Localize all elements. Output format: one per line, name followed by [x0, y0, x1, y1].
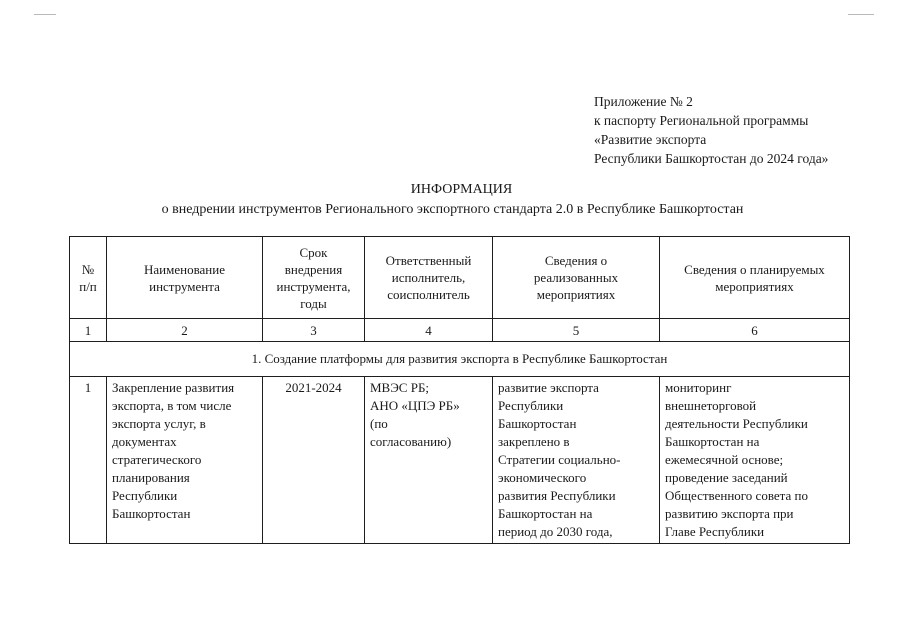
- scan-mark-left: [34, 14, 56, 15]
- cell-line: проведение заседаний: [665, 470, 788, 485]
- cell-line: развитию экспорта при: [665, 506, 794, 521]
- header-responsible: [365, 237, 493, 319]
- appendix-line: «Развитие экспорта: [594, 132, 707, 147]
- column-number: 6: [660, 319, 850, 342]
- cell-line: планирования: [112, 470, 190, 485]
- cell-line: экономического: [498, 470, 587, 485]
- header-text: инструмента: [149, 278, 220, 294]
- cell-line: Республики: [112, 488, 178, 503]
- column-number-row: [70, 319, 850, 342]
- cell-line: деятельности Республики: [665, 416, 808, 431]
- scan-mark-right: [848, 14, 874, 15]
- header-text: Сведения о: [544, 253, 608, 268]
- cell-line: МВЭС РБ;: [370, 380, 430, 395]
- header-planned: [660, 237, 850, 319]
- table-header-row: [70, 237, 850, 319]
- cell-line: Башкортостан: [498, 416, 577, 431]
- cell-line: ежемесячной основе;: [665, 452, 784, 467]
- header-implemented: [493, 237, 660, 319]
- header-text: мероприятиях: [536, 287, 616, 302]
- table-row: [70, 377, 850, 544]
- column-number: 5: [493, 319, 660, 342]
- instrument-name-cell: [107, 377, 263, 544]
- header-text: внедрения: [284, 261, 343, 277]
- header-text: исполнитель,: [391, 270, 466, 285]
- column-number: 2: [107, 319, 263, 342]
- header-instrument-name: [107, 237, 263, 319]
- header-text: мероприятиях: [715, 278, 794, 294]
- cell-line: мониторинг: [665, 380, 732, 395]
- implemented-cell: [493, 377, 660, 544]
- header-text: инструмента,: [276, 278, 351, 294]
- header-text: Сведения о планируемых: [684, 261, 825, 277]
- appendix-note: [594, 92, 828, 168]
- header-text: соисполнитель: [387, 287, 470, 302]
- header-text: Наименование: [144, 261, 225, 277]
- period-cell: 2021-2024: [263, 377, 365, 544]
- cell-line: Республики: [498, 398, 564, 413]
- header-text: годы: [300, 295, 327, 311]
- title-subtitle: о внедрении инструментов Регионального экспортного стандарта 2.0 в Республике Башкортостан: [161, 202, 744, 217]
- header-text: Ответственный: [385, 253, 472, 268]
- cell-line: развития Республики: [498, 488, 616, 503]
- cell-line: документах: [112, 434, 177, 449]
- header-number: [70, 237, 107, 319]
- section-row: [70, 342, 850, 377]
- cell-line: Башкортостан на: [665, 434, 760, 449]
- cell-line: Башкортостан: [112, 506, 191, 521]
- header-period: [263, 237, 365, 319]
- header-text: Срок: [299, 244, 328, 260]
- column-number: 4: [365, 319, 493, 342]
- cell-line: (по: [370, 416, 388, 431]
- cell-line: согласованию): [370, 434, 452, 449]
- document-title: [0, 180, 905, 220]
- cell-line: Общественного совета по: [665, 488, 808, 503]
- cell-line: экспорта услуг, в: [112, 416, 206, 431]
- header-text: №: [81, 261, 95, 277]
- column-number: 3: [263, 319, 365, 342]
- cell-line: закреплено в: [498, 434, 570, 449]
- cell-line: развитие экспорта: [498, 380, 599, 395]
- row-number: 1: [70, 377, 107, 544]
- cell-line: экспорта, в том числе: [112, 398, 232, 413]
- planned-cell: [660, 377, 850, 544]
- cell-line: стратегического: [112, 452, 202, 467]
- header-text: п/п: [79, 278, 97, 294]
- appendix-line: Приложение № 2: [594, 94, 693, 109]
- cell-line: Стратегии социально-: [498, 452, 621, 467]
- cell-line: Закрепление развития: [112, 380, 235, 395]
- responsible-cell: [365, 377, 493, 544]
- column-number: 1: [70, 319, 107, 342]
- appendix-line: Республики Башкортостан до 2024 года»: [594, 151, 829, 166]
- cell-line: Главе Республики: [665, 524, 765, 539]
- cell-line: АНО «ЦПЭ РБ»: [370, 398, 460, 413]
- info-table: [69, 236, 850, 544]
- cell-line: внешнеторговой: [665, 398, 757, 413]
- cell-line: период до 2030 года,: [498, 524, 613, 539]
- cell-line: Башкортостан на: [498, 506, 593, 521]
- header-text: реализованных: [533, 270, 619, 285]
- appendix-line: к паспорту Региональной программы: [594, 113, 809, 128]
- title-main: ИНФОРМАЦИЯ: [410, 182, 513, 197]
- section-title: 1. Создание платформы для развития экспорта в Республике Башкортостан: [70, 342, 850, 377]
